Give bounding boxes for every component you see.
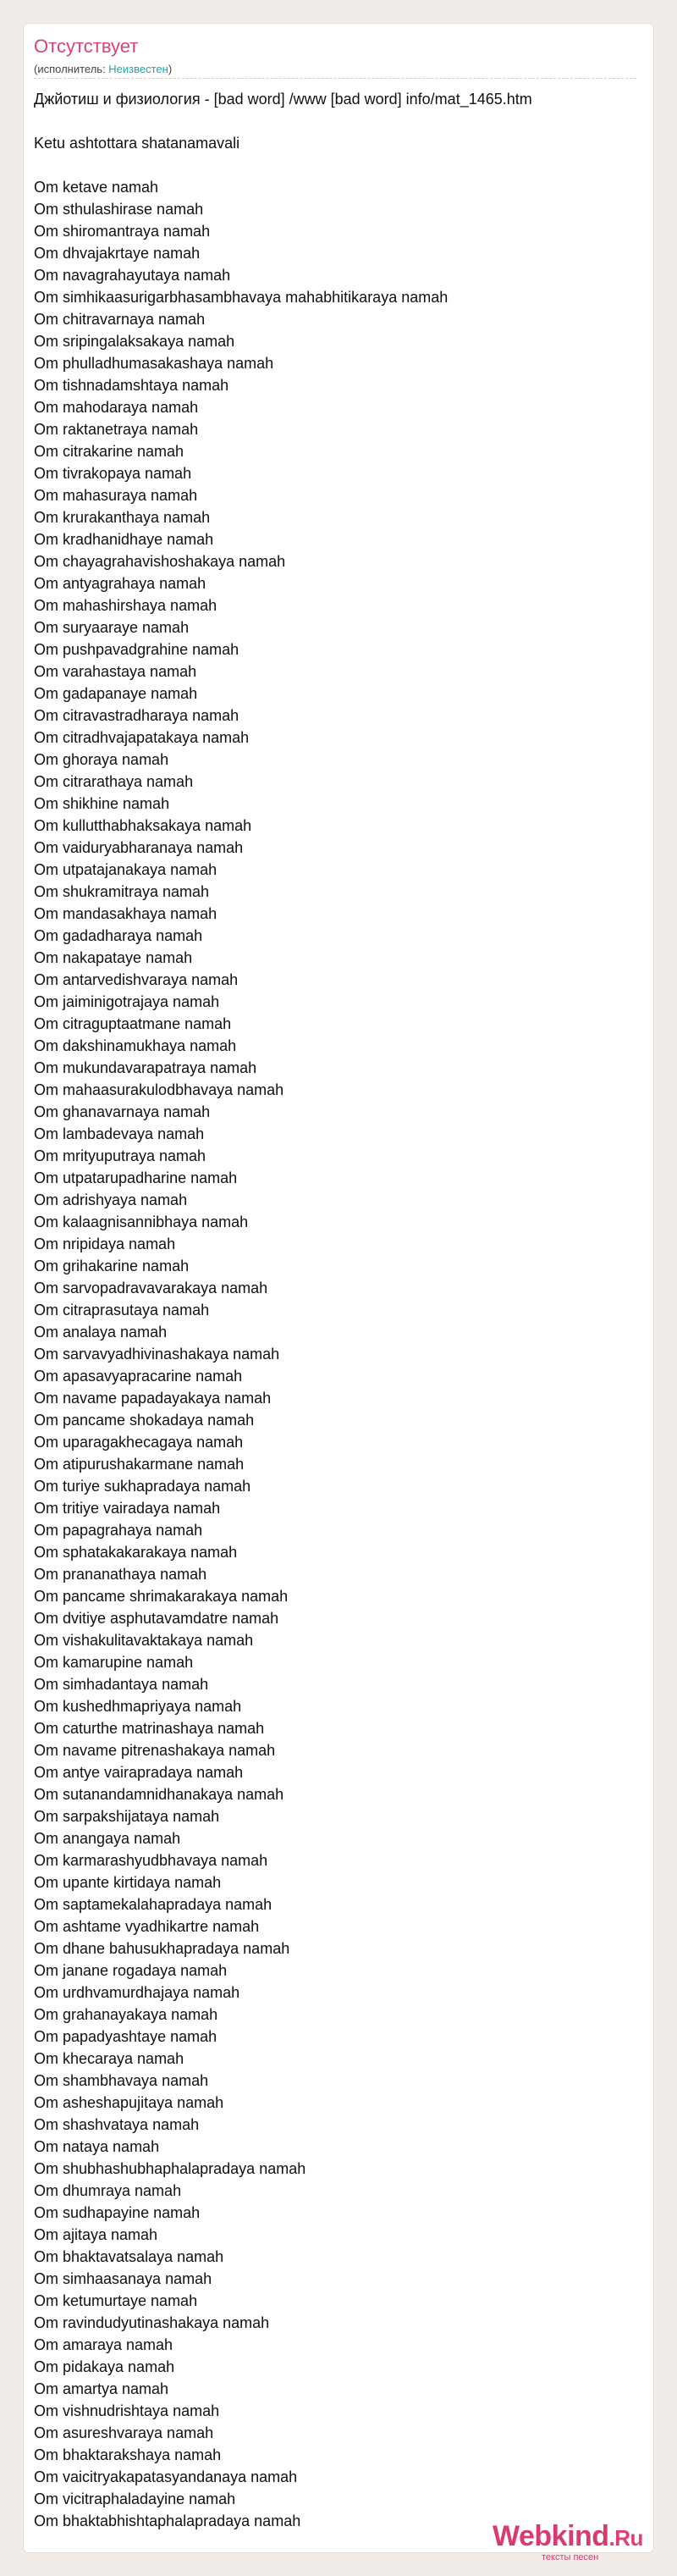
lyric-line: Om citraguptaatmane namah — [34, 1015, 232, 1032]
lyric-line: Om phulladhumasakashaya namah — [34, 355, 274, 372]
lyric-line: Om antye vairapradaya namah — [34, 1764, 244, 1781]
artist-prefix: (исполнитель: — [34, 63, 109, 75]
lyric-line: Om utpatarupadharine namah — [34, 1169, 238, 1186]
lyric-line: Om kalaagnisannibhaya namah — [34, 1213, 249, 1230]
logo-tagline: тексты песен — [542, 2552, 599, 2562]
lyric-line: Om ketave namah — [34, 179, 159, 196]
lyric-line: Om vaicitryakapatasyandanaya namah — [34, 2468, 298, 2485]
lyric-line: Om sudhapayine namah — [34, 2204, 201, 2221]
lyric-line: Om papagrahaya namah — [34, 1522, 203, 1539]
lyric-line: Om mahodaraya namah — [34, 399, 199, 416]
lyric-line: Om vishnudrishtaya namah — [34, 2402, 220, 2419]
lyric-line: Om apasavyapracarine namah — [34, 1368, 243, 1385]
lyric-line: Om ketumurtaye namah — [34, 2292, 198, 2309]
artist-link[interactable]: Неизвестен — [108, 63, 168, 75]
song-title: Отсутствует — [34, 36, 139, 57]
artist-line — [34, 63, 172, 75]
lyric-line: Om asheshapujitaya namah — [34, 2094, 224, 2111]
lyric-line: Om shambhavaya namah — [34, 2072, 209, 2089]
lyric-line: Om simhaasanaya namah — [34, 2270, 212, 2287]
lyric-line: Om tivrakopaya namah — [34, 465, 192, 482]
lyric-line: Om amartya namah — [34, 2380, 169, 2397]
lyric-line: Om gadadharaya namah — [34, 927, 203, 944]
lyrics-body — [34, 88, 636, 2532]
lyric-line: Om grahanayakaya namah — [34, 2006, 218, 2023]
lyric-line: Om papadyashtaye namah — [34, 2028, 217, 2045]
lyric-line: Om prananathaya namah — [34, 1566, 207, 1583]
artist-suffix: ) — [168, 63, 173, 75]
lyric-line: Om saptamekalahapradaya namah — [34, 1896, 272, 1913]
lyric-line: Om tishnadamshtaya namah — [34, 377, 229, 394]
logo-brand: Webkind — [493, 2520, 609, 2552]
lyric-line: Om mahaasurakulodbhavaya namah — [34, 1081, 284, 1098]
lyric-line: Om upante kirtidaya namah — [34, 1874, 222, 1891]
logo-wordmark — [493, 2520, 643, 2553]
lyric-line: Om suryaaraye namah — [34, 619, 190, 636]
lyric-line: Om vishakulitavaktakaya namah — [34, 1632, 254, 1649]
lyric-line: Om varahastaya namah — [34, 663, 197, 680]
lyric-line: Om asureshvaraya namah — [34, 2424, 214, 2441]
lyric-blank-line — [34, 110, 636, 132]
lyric-line: Om sarvopadravavarakaya namah — [34, 1280, 268, 1296]
lyric-line: Om chayagrahavishoshakaya namah — [34, 553, 286, 570]
lyric-line: Om shubhashubhaphalapradaya namah — [34, 2160, 306, 2177]
lyric-line: Om mahasuraya namah — [34, 487, 198, 504]
lyric-line: Om nataya namah — [34, 2138, 160, 2155]
lyric-line: Om atipurushakarmane namah — [34, 1456, 245, 1473]
lyric-line: Om lambadevaya namah — [34, 1125, 205, 1142]
lyric-line: Om mrityuputraya namah — [34, 1147, 206, 1164]
lyric-line: Om bhaktavatsalaya namah — [34, 2248, 224, 2265]
lyric-line: Om navame papadayakaya namah — [34, 1390, 272, 1407]
lyric-line: Om sutanandamnidhanakaya namah — [34, 1786, 284, 1803]
lyric-line: Om citravastradharaya namah — [34, 707, 239, 724]
lyric-line: Om sthulashirase namah — [34, 201, 204, 218]
lyric-line: Om ghoraya namah — [34, 751, 169, 768]
lyric-line: Om adrishyaya namah — [34, 1191, 188, 1208]
lyric-line: Om dvitiye asphutavamdatre namah — [34, 1610, 279, 1627]
lyric-line: Om ravindudyutinashakaya namah — [34, 2314, 270, 2331]
lyric-line: Om vicitraphaladayine namah — [34, 2490, 236, 2507]
lyric-line: Om vaiduryabharanaya namah — [34, 839, 244, 856]
lyric-line: Om gadapanaye namah — [34, 685, 198, 702]
lyric-line: Om sarpakshijataya namah — [34, 1808, 220, 1825]
lyric-line: Om janane rogadaya namah — [34, 1962, 228, 1979]
lyric-line: Ketu ashtottara shatanamavali — [34, 135, 240, 152]
lyric-blank-line — [34, 154, 636, 176]
lyric-line: Om ajitaya namah — [34, 2226, 158, 2243]
lyric-line: Om nakapataye namah — [34, 949, 193, 966]
lyric-line: Om utpatajanakaya namah — [34, 861, 217, 878]
lyric-line: Om antarvedishvaraya namah — [34, 971, 239, 988]
lyric-line: Om ghanavarnaya namah — [34, 1103, 211, 1120]
lyric-line: Om sarvavyadhivinashakaya namah — [34, 1346, 280, 1363]
lyric-line: Om dakshinamukhaya namah — [34, 1037, 237, 1054]
lyric-line: Om amaraya namah — [34, 2336, 173, 2353]
lyric-line: Om shashvataya namah — [34, 2116, 200, 2133]
lyric-line: Om uparagakhecagaya namah — [34, 1434, 244, 1451]
lyric-line: Om krurakanthaya namah — [34, 509, 211, 526]
lyric-line: Om anangaya namah — [34, 1830, 181, 1847]
lyric-line: Om nripidaya namah — [34, 1235, 176, 1252]
lyric-line: Om ashtame vyadhikartre namah — [34, 1918, 260, 1935]
lyric-line: Om grihakarine namah — [34, 1258, 190, 1274]
header-divider — [34, 78, 636, 79]
lyric-line: Om mahashirshaya namah — [34, 597, 217, 614]
lyric-line: Om khecaraya namah — [34, 2050, 184, 2067]
lyric-line: Om simhadantaya namah — [34, 1676, 209, 1693]
lyric-line: Om citradhvajapatakaya namah — [34, 729, 250, 746]
lyric-line: Om chitravarnaya namah — [34, 311, 206, 328]
lyric-line: Om simhikaasurigarbhasambhavaya mahabhitikaraya namah — [34, 289, 449, 306]
lyric-line: Om caturthe matrinashaya namah — [34, 1720, 265, 1737]
lyric-line: Om citrakarine namah — [34, 443, 184, 460]
lyric-line: Om dhumraya namah — [34, 2182, 182, 2199]
lyric-line: Om kradhanidhaye namah — [34, 531, 214, 548]
lyric-line: Om urdhvamurdhajaya namah — [34, 1984, 240, 2001]
lyric-line: Om sripingalaksakaya namah — [34, 333, 235, 350]
lyric-line: Om citraprasutaya namah — [34, 1302, 210, 1318]
lyric-line: Om pushpavadgrahine namah — [34, 641, 239, 658]
lyric-line: Джйотиш и физиология - [bad word] /www [bad word] info/mat_1465.htm — [34, 91, 532, 108]
lyric-line: Om dhane bahusukhapradaya namah — [34, 1940, 290, 1957]
lyric-line: Om antyagrahaya namah — [34, 575, 206, 592]
lyric-line: Om mukundavarapatraya namah — [34, 1059, 257, 1076]
lyric-line: Om turiye sukhapradaya namah — [34, 1478, 251, 1495]
lyric-line: Om bhaktabhishtaphalapradaya namah — [34, 2512, 301, 2529]
logo-suffix: .Ru — [608, 2525, 643, 2551]
lyric-line: Om navagrahayutaya namah — [34, 267, 231, 284]
lyric-line: Om navame pitrenashakaya namah — [34, 1742, 276, 1759]
lyric-line: Om raktanetraya namah — [34, 421, 199, 438]
lyric-line: Om pidakaya namah — [34, 2358, 175, 2375]
lyric-line: Om pancame shokadaya namah — [34, 1412, 255, 1429]
lyric-line: Om jaiminigotrajaya namah — [34, 993, 220, 1010]
lyric-line: Om mandasakhaya namah — [34, 905, 217, 922]
lyric-line: Om karmarashyudbhavaya namah — [34, 1852, 268, 1869]
lyric-line: Om pancame shrimakarakaya namah — [34, 1588, 289, 1605]
lyric-line: Om kushedhmapriyaya namah — [34, 1698, 242, 1715]
lyric-line: Om shukramitraya namah — [34, 883, 210, 900]
lyric-line: Om kamarupine namah — [34, 1654, 194, 1671]
site-logo[interactable] — [493, 2520, 662, 2569]
lyric-line: Om kullutthabhaksakaya namah — [34, 817, 252, 834]
lyric-line: Om bhaktarakshaya namah — [34, 2446, 222, 2463]
lyric-line: Om shikhine namah — [34, 795, 170, 812]
lyric-line: Om citrarathaya namah — [34, 773, 194, 790]
lyric-line: Om analaya namah — [34, 1324, 168, 1341]
lyric-line: Om tritiye vairadaya namah — [34, 1500, 221, 1517]
lyric-line: Om dhvajakrtaye namah — [34, 245, 201, 262]
lyric-line: Om sphatakakarakaya namah — [34, 1544, 238, 1561]
lyric-line: Om shiromantraya namah — [34, 223, 211, 240]
